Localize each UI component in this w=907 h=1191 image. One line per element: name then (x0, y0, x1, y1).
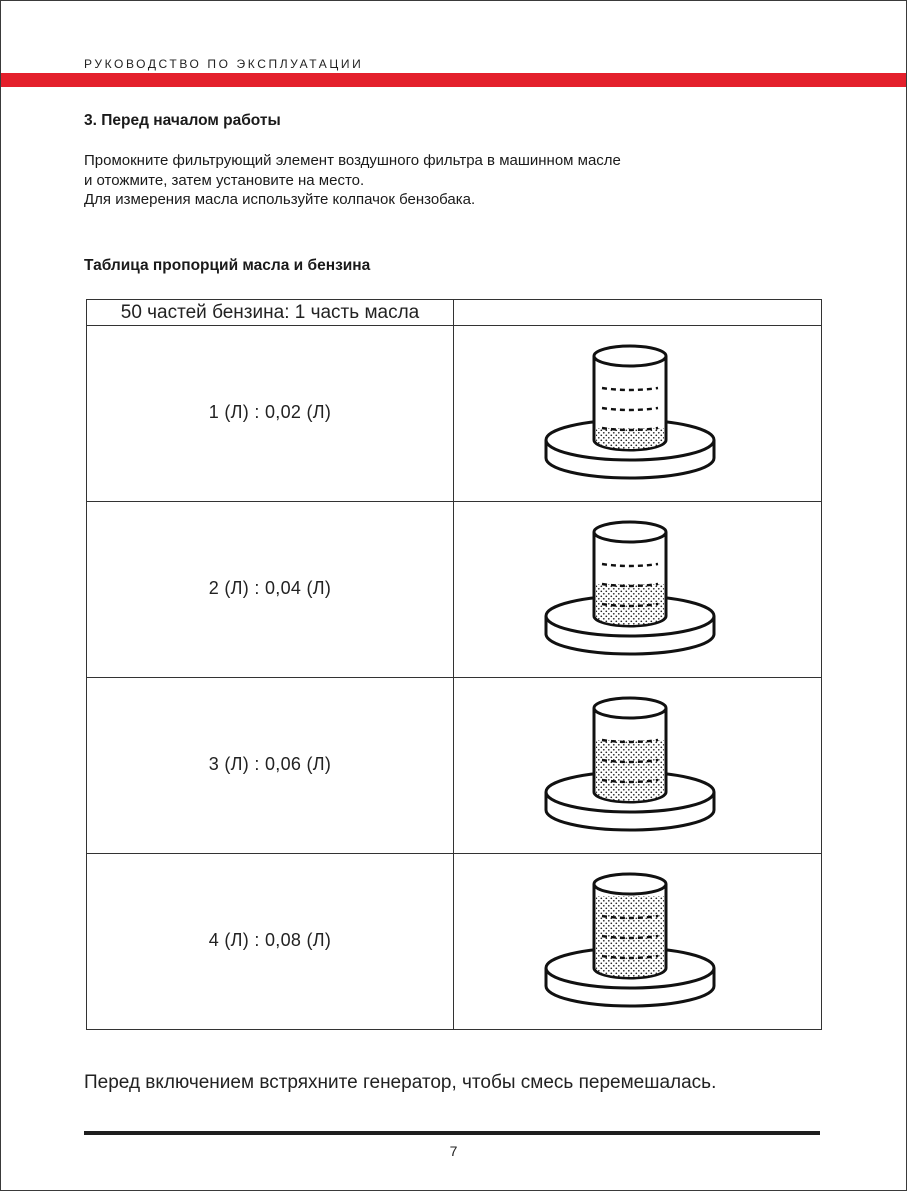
table-header-row (87, 300, 821, 326)
ratio-label: 3 (Л) : 0,06 (Л) (208, 754, 332, 774)
oil-level-fill (596, 740, 664, 801)
illustration-cell (454, 854, 821, 1030)
table-row (87, 678, 821, 854)
table-row (87, 502, 821, 678)
ratio-cell (87, 326, 454, 501)
table-row (87, 854, 821, 1030)
footer-rule (84, 1131, 820, 1135)
running-header: РУКОВОДСТВО ПО ЭКСПЛУАТАЦИИ (84, 57, 364, 71)
table-header-cell: 50 частей бензина: 1 часть масла (87, 300, 454, 325)
fuel-cap-measure-icon (540, 344, 740, 484)
illustration-cell (454, 326, 821, 501)
cap-rim (594, 874, 666, 894)
ratio-cell (87, 854, 454, 1030)
fuel-cap-measure-icon (540, 520, 740, 660)
fuel-cap-measure-icon (540, 696, 740, 836)
page-number: 7 (449, 1143, 458, 1159)
instruction-paragraph (84, 151, 621, 210)
illustration-cell (454, 502, 821, 677)
section-title: 3. Перед началом работы (84, 112, 281, 129)
illustration-cell (454, 678, 821, 853)
fuel-cap-measure-icon (540, 872, 740, 1012)
table-row (87, 326, 821, 502)
ratio-label: 2 (Л) : 0,04 (Л) (208, 578, 332, 598)
table-title: Таблица пропорций масла и бензина (84, 257, 371, 274)
cap-rim (594, 346, 666, 366)
ratio-cell (87, 502, 454, 677)
instruction-line: Промокните фильтрующий элемент воздушного фильтра в машинном масле (84, 152, 621, 169)
instruction-line: Для измерения масла используйте колпачок бензобака. (84, 191, 476, 208)
footer-note: Перед включением встряхните генератор, чтобы смесь перемешалась. (84, 1072, 717, 1093)
ratio-label: 1 (Л) : 0,02 (Л) (208, 402, 332, 422)
ratio-label: 4 (Л) : 0,08 (Л) (208, 930, 332, 950)
cap-rim (594, 522, 666, 542)
cap-rim (594, 698, 666, 718)
header-accent-band (1, 73, 906, 87)
ratio-cell (87, 678, 454, 853)
instruction-line: и отожмите, затем установите на место. (84, 171, 365, 189)
ratio-table (86, 299, 822, 1030)
